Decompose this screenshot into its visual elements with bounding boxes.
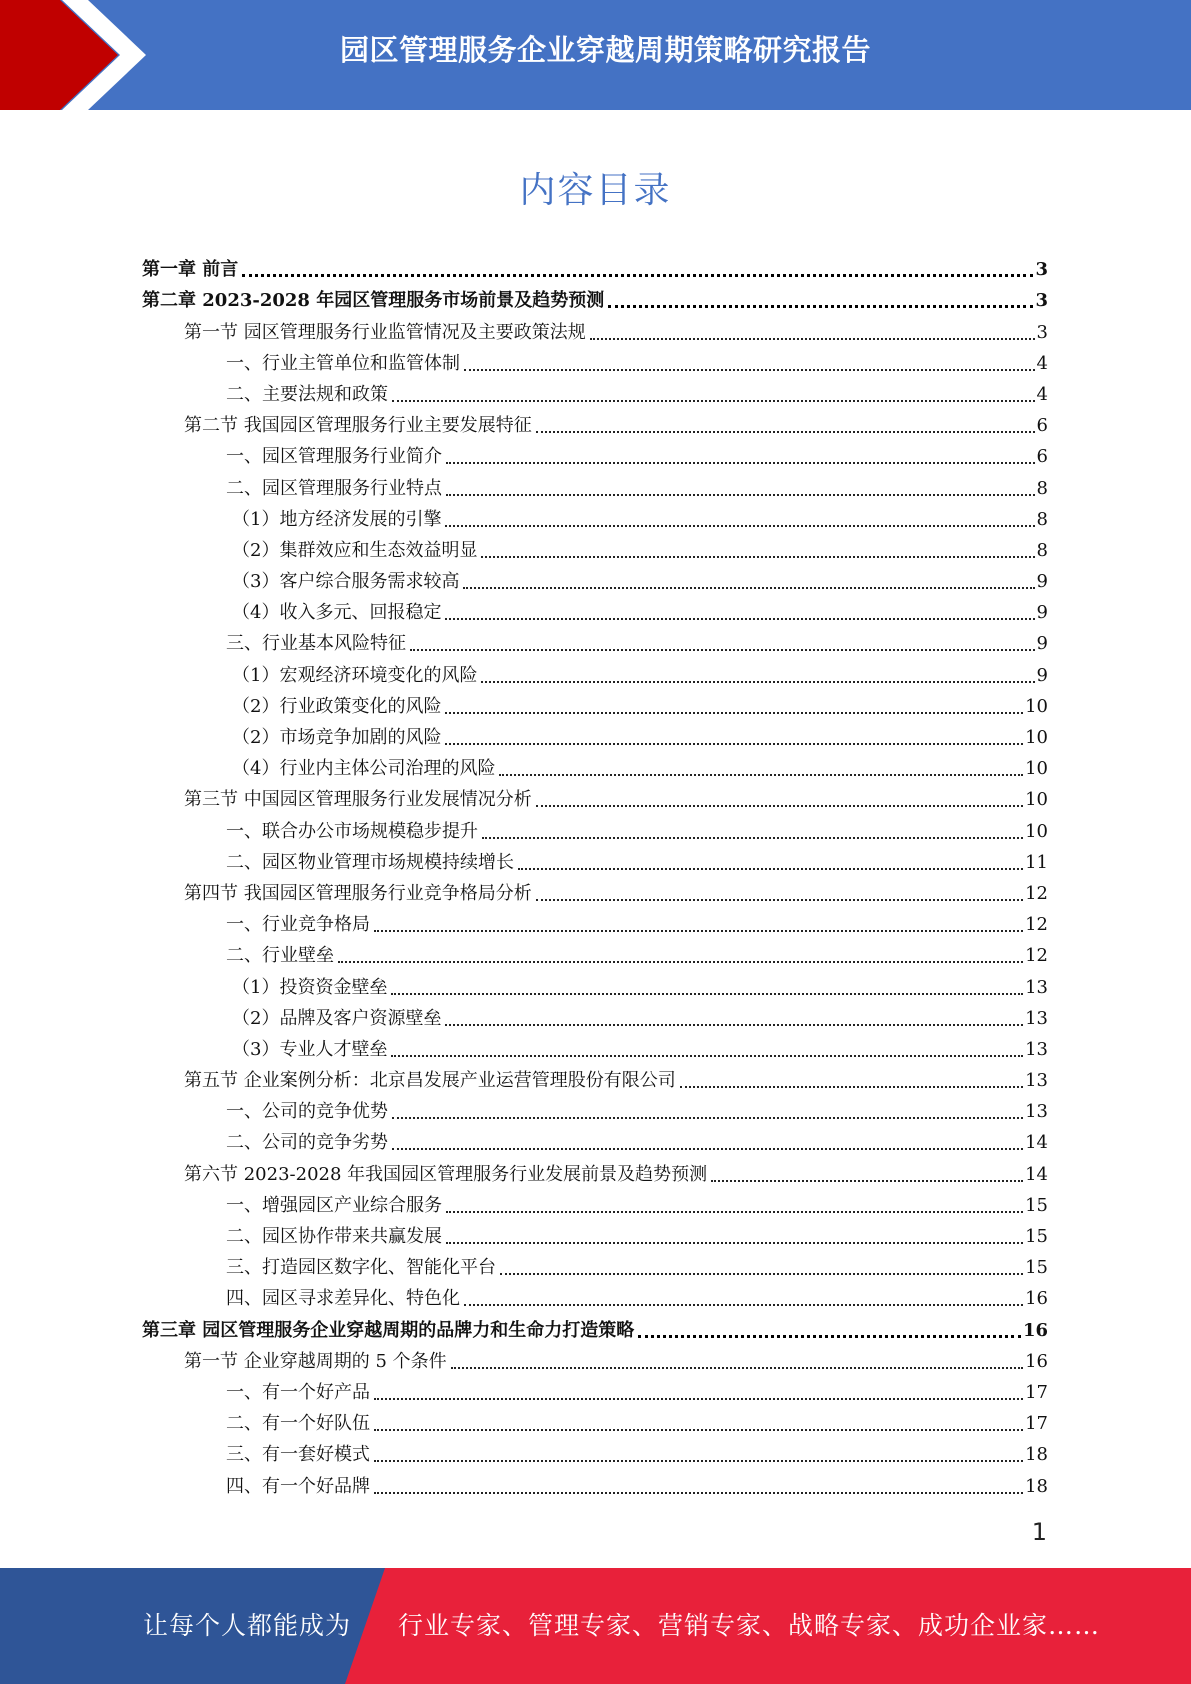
toc-entry[interactable] bbox=[142, 628, 1048, 659]
toc-entry-title: 二、行业壁垒 bbox=[226, 945, 334, 967]
dot-leader bbox=[392, 1116, 1023, 1119]
page-number: 1 bbox=[1031, 1518, 1047, 1546]
toc-entry-page: 4 bbox=[1036, 352, 1048, 374]
toc-entry-title: 一、行业竞争格局 bbox=[226, 914, 370, 936]
toc-entry[interactable] bbox=[142, 1034, 1048, 1065]
toc-entry-title: 一、园区管理服务行业简介 bbox=[226, 446, 442, 468]
toc-entry-title: （2）品牌及客户资源壁垒 bbox=[232, 1007, 442, 1029]
dot-leader bbox=[374, 929, 1023, 932]
toc-entry[interactable] bbox=[142, 1127, 1048, 1158]
toc-entry-page: 12 bbox=[1025, 882, 1048, 904]
toc-entry[interactable] bbox=[142, 1377, 1048, 1408]
dot-leader bbox=[374, 1397, 1023, 1400]
toc-entry-page: 6 bbox=[1036, 446, 1048, 468]
toc-entry-title: 一、行业主管单位和监管体制 bbox=[226, 352, 460, 374]
toc-entry-title: 二、园区协作带来共赢发展 bbox=[226, 1226, 442, 1247]
toc-entry[interactable] bbox=[142, 316, 1048, 347]
toc-entry-page: 16 bbox=[1025, 1350, 1048, 1372]
toc-entry-page: 3 bbox=[1036, 321, 1048, 343]
toc-entry-title: 二、公司的竞争劣势 bbox=[226, 1132, 388, 1154]
toc-entry-page: 3 bbox=[1035, 259, 1048, 281]
dot-leader bbox=[445, 742, 1023, 745]
toc-entry-page: 9 bbox=[1036, 664, 1048, 686]
footer-slogan-left: 让每个人都能成为 bbox=[143, 1611, 352, 1640]
toc-entry[interactable] bbox=[142, 1221, 1048, 1252]
dot-leader bbox=[499, 773, 1023, 776]
toc-entry[interactable] bbox=[142, 504, 1048, 535]
toc-entry[interactable] bbox=[142, 1158, 1048, 1189]
toc-entry-title: （1）投资资金壁垒 bbox=[232, 976, 388, 998]
toc-entry[interactable] bbox=[142, 1314, 1048, 1345]
toc-entry-page: 16 bbox=[1022, 1319, 1048, 1341]
toc-entry[interactable] bbox=[142, 1470, 1048, 1501]
dot-leader bbox=[242, 273, 1033, 277]
toc-entry-page: 14 bbox=[1025, 1163, 1048, 1185]
dot-leader bbox=[481, 680, 1034, 683]
toc-entry-title: （2）市场竞争加剧的风险 bbox=[232, 727, 442, 748]
toc-entry-page: 10 bbox=[1025, 758, 1048, 780]
toc-entry-title: （2）行业政策变化的风险 bbox=[232, 695, 442, 717]
dot-leader bbox=[518, 867, 1023, 870]
toc-entry-page: 18 bbox=[1025, 1444, 1048, 1466]
toc-entry[interactable] bbox=[142, 1283, 1048, 1314]
footer-slogan-right: 行业专家、管理专家、营销专家、战略专家、成功企业家…… bbox=[398, 1611, 1101, 1640]
toc-entry-page: 12 bbox=[1025, 914, 1048, 936]
toc-entry-title: 第五节 企业案例分析：北京昌发展产业运营管理股份有限公司 bbox=[184, 1070, 676, 1092]
dot-leader bbox=[482, 836, 1023, 839]
toc-entry[interactable] bbox=[142, 1096, 1048, 1127]
toc-entry[interactable] bbox=[142, 1439, 1048, 1470]
toc-entry[interactable] bbox=[142, 1252, 1048, 1283]
toc-entry-page: 10 bbox=[1025, 727, 1048, 748]
toc-entry[interactable] bbox=[142, 691, 1048, 722]
toc-entry-page: 13 bbox=[1025, 1101, 1048, 1123]
dot-leader bbox=[638, 1334, 1021, 1338]
toc-entry-title: （4）行业内主体公司治理的风险 bbox=[232, 758, 496, 780]
toc-entry-title: 一、联合办公市场规模稳步提升 bbox=[226, 820, 478, 842]
toc-entry-title: 一、公司的竞争优势 bbox=[226, 1101, 388, 1123]
dot-leader bbox=[481, 555, 1034, 558]
toc-entry-title: （1）宏观经济环境变化的风险 bbox=[232, 664, 478, 686]
toc-entry-title: （3）客户综合服务需求较高 bbox=[232, 571, 460, 593]
dot-leader bbox=[374, 1428, 1023, 1431]
toc-entry-title: （1）地方经济发展的引擎 bbox=[232, 508, 442, 530]
toc-entry-page: 6 bbox=[1036, 415, 1048, 437]
dot-leader bbox=[445, 711, 1023, 714]
toc-entry-title: 一、增强园区产业综合服务 bbox=[226, 1194, 442, 1216]
dot-leader bbox=[445, 1023, 1023, 1026]
toc-entry-page: 10 bbox=[1025, 789, 1048, 811]
toc-entry[interactable] bbox=[142, 379, 1048, 410]
toc-entry-title: （3）专业人才壁垒 bbox=[232, 1038, 388, 1060]
toc-entry[interactable] bbox=[142, 1065, 1048, 1096]
toc-entry[interactable] bbox=[142, 659, 1048, 690]
dot-leader bbox=[445, 524, 1034, 527]
toc-entry-title: 三、打造园区数字化、智能化平台 bbox=[226, 1257, 496, 1279]
dot-leader bbox=[500, 1272, 1023, 1275]
toc-entry-title: 三、行业基本风险特征 bbox=[226, 633, 406, 655]
toc-entry[interactable] bbox=[142, 1003, 1048, 1034]
toc-entry-page: 16 bbox=[1025, 1288, 1048, 1310]
toc-entry-title: 第三节 中国园区管理服务行业发展情况分析 bbox=[184, 789, 532, 811]
toc-entry-title: 第一节 园区管理服务行业监管情况及主要政策法规 bbox=[184, 321, 586, 343]
dot-leader bbox=[590, 337, 1035, 340]
dot-leader bbox=[608, 304, 1033, 308]
toc-entry-title: 二、园区物业管理市场规模持续增长 bbox=[226, 851, 514, 873]
toc-entry-page: 10 bbox=[1025, 820, 1048, 842]
dot-leader bbox=[711, 1179, 1023, 1182]
toc-entry[interactable] bbox=[142, 472, 1048, 503]
toc-entry[interactable] bbox=[142, 285, 1048, 316]
header-banner bbox=[0, 0, 1191, 110]
toc-entry-title: 第二章 2023-2028 年园区管理服务市场前景及趋势预测 bbox=[142, 290, 605, 312]
dot-leader bbox=[410, 648, 1035, 651]
toc-entry[interactable] bbox=[142, 847, 1048, 878]
dot-leader bbox=[392, 1147, 1023, 1150]
dot-leader bbox=[392, 399, 1035, 402]
toc-entry-page: 8 bbox=[1036, 477, 1048, 499]
toc-entry-page: 17 bbox=[1025, 1413, 1048, 1435]
toc-entry-title: （2）集群效应和生态效益明显 bbox=[232, 539, 478, 561]
toc-entry[interactable] bbox=[142, 1190, 1048, 1221]
toc-entry-page: 17 bbox=[1025, 1381, 1048, 1403]
toc-entry-title: 四、有一个好品牌 bbox=[226, 1475, 370, 1497]
toc-entry[interactable] bbox=[142, 348, 1048, 379]
toc-entry-page: 13 bbox=[1025, 1038, 1048, 1060]
footer-banner bbox=[0, 1568, 1191, 1684]
toc-entry[interactable] bbox=[142, 254, 1048, 285]
toc-entry-page: 3 bbox=[1035, 290, 1048, 312]
dot-leader bbox=[446, 493, 1035, 496]
toc-entry-page: 8 bbox=[1036, 508, 1048, 530]
toc-entry[interactable] bbox=[142, 784, 1048, 815]
dot-leader bbox=[536, 430, 1035, 433]
dot-leader bbox=[391, 1054, 1023, 1057]
toc-entry-title: 二、园区管理服务行业特点 bbox=[226, 477, 442, 499]
toc-entry-page: 9 bbox=[1036, 571, 1048, 593]
dot-leader bbox=[338, 960, 1023, 963]
toc-entry-page: 4 bbox=[1036, 383, 1048, 405]
toc-entry-page: 10 bbox=[1025, 695, 1048, 717]
toc-entry-title: （4）收入多元、回报稳定 bbox=[232, 602, 442, 624]
toc-entry-page: 12 bbox=[1025, 945, 1048, 967]
dot-leader bbox=[536, 804, 1023, 807]
toc-title: 内容目录 bbox=[519, 170, 672, 211]
table-of-contents bbox=[142, 254, 1048, 1502]
toc-entry-title: 第六节 2023-2028 年我国园区管理服务行业发展前景及趋势预测 bbox=[184, 1163, 708, 1185]
toc-entry-page: 9 bbox=[1036, 633, 1048, 655]
toc-entry-title: 第一节 企业穿越周期的 5 个条件 bbox=[184, 1350, 447, 1372]
toc-entry-page: 15 bbox=[1025, 1226, 1048, 1247]
toc-entry-page: 13 bbox=[1025, 1070, 1048, 1092]
dot-leader bbox=[445, 617, 1034, 620]
toc-entry[interactable] bbox=[142, 410, 1048, 441]
toc-entry-page: 9 bbox=[1036, 602, 1048, 624]
toc-entry[interactable] bbox=[142, 878, 1048, 909]
toc-entry-page: 14 bbox=[1025, 1132, 1048, 1154]
dot-leader bbox=[463, 586, 1034, 589]
toc-entry-page: 11 bbox=[1025, 851, 1048, 873]
toc-entry-page: 18 bbox=[1025, 1475, 1048, 1497]
dot-leader bbox=[391, 992, 1023, 995]
toc-entry[interactable] bbox=[142, 971, 1048, 1002]
dot-leader bbox=[374, 1459, 1023, 1462]
toc-entry[interactable] bbox=[142, 597, 1048, 628]
dot-leader bbox=[446, 461, 1035, 464]
dot-leader bbox=[680, 1085, 1023, 1088]
report-title: 园区管理服务企业穿越周期策略研究报告 bbox=[339, 33, 871, 67]
toc-entry[interactable] bbox=[142, 535, 1048, 566]
toc-entry[interactable] bbox=[142, 1346, 1048, 1377]
toc-entry-title: 第三章 园区管理服务企业穿越周期的品牌力和生命力打造策略 bbox=[142, 1319, 635, 1341]
toc-entry-title: 四、园区寻求差异化、特色化 bbox=[226, 1288, 460, 1310]
toc-entry-title: 二、主要法规和政策 bbox=[226, 383, 388, 405]
toc-entry-title: 第二节 我国园区管理服务行业主要发展特征 bbox=[184, 415, 532, 437]
toc-entry[interactable] bbox=[142, 940, 1048, 971]
toc-entry-page: 8 bbox=[1036, 539, 1048, 561]
toc-entry-title: 三、有一套好模式 bbox=[226, 1444, 370, 1466]
toc-entry-title: 二、有一个好队伍 bbox=[226, 1413, 370, 1435]
dot-leader bbox=[374, 1491, 1023, 1494]
toc-entry[interactable] bbox=[142, 1408, 1048, 1439]
toc-entry-page: 13 bbox=[1025, 1007, 1048, 1029]
dot-leader bbox=[451, 1366, 1023, 1369]
toc-entry-page: 15 bbox=[1025, 1194, 1048, 1216]
toc-entry[interactable] bbox=[142, 722, 1048, 753]
toc-entry-title: 第四节 我国园区管理服务行业竞争格局分析 bbox=[184, 882, 532, 904]
toc-entry[interactable] bbox=[142, 753, 1048, 784]
toc-entry-title: 一、有一个好产品 bbox=[226, 1381, 370, 1403]
dot-leader bbox=[446, 1241, 1023, 1244]
toc-entry-page: 15 bbox=[1025, 1257, 1048, 1279]
toc-entry[interactable] bbox=[142, 441, 1048, 472]
dot-leader bbox=[446, 1210, 1023, 1213]
dot-leader bbox=[536, 898, 1023, 901]
toc-entry[interactable] bbox=[142, 909, 1048, 940]
toc-entry-title: 第一章 前言 bbox=[142, 259, 239, 281]
toc-entry-page: 13 bbox=[1025, 976, 1048, 998]
dot-leader bbox=[464, 1303, 1023, 1306]
dot-leader bbox=[464, 368, 1035, 371]
toc-entry[interactable] bbox=[142, 815, 1048, 846]
toc-entry[interactable] bbox=[142, 566, 1048, 597]
